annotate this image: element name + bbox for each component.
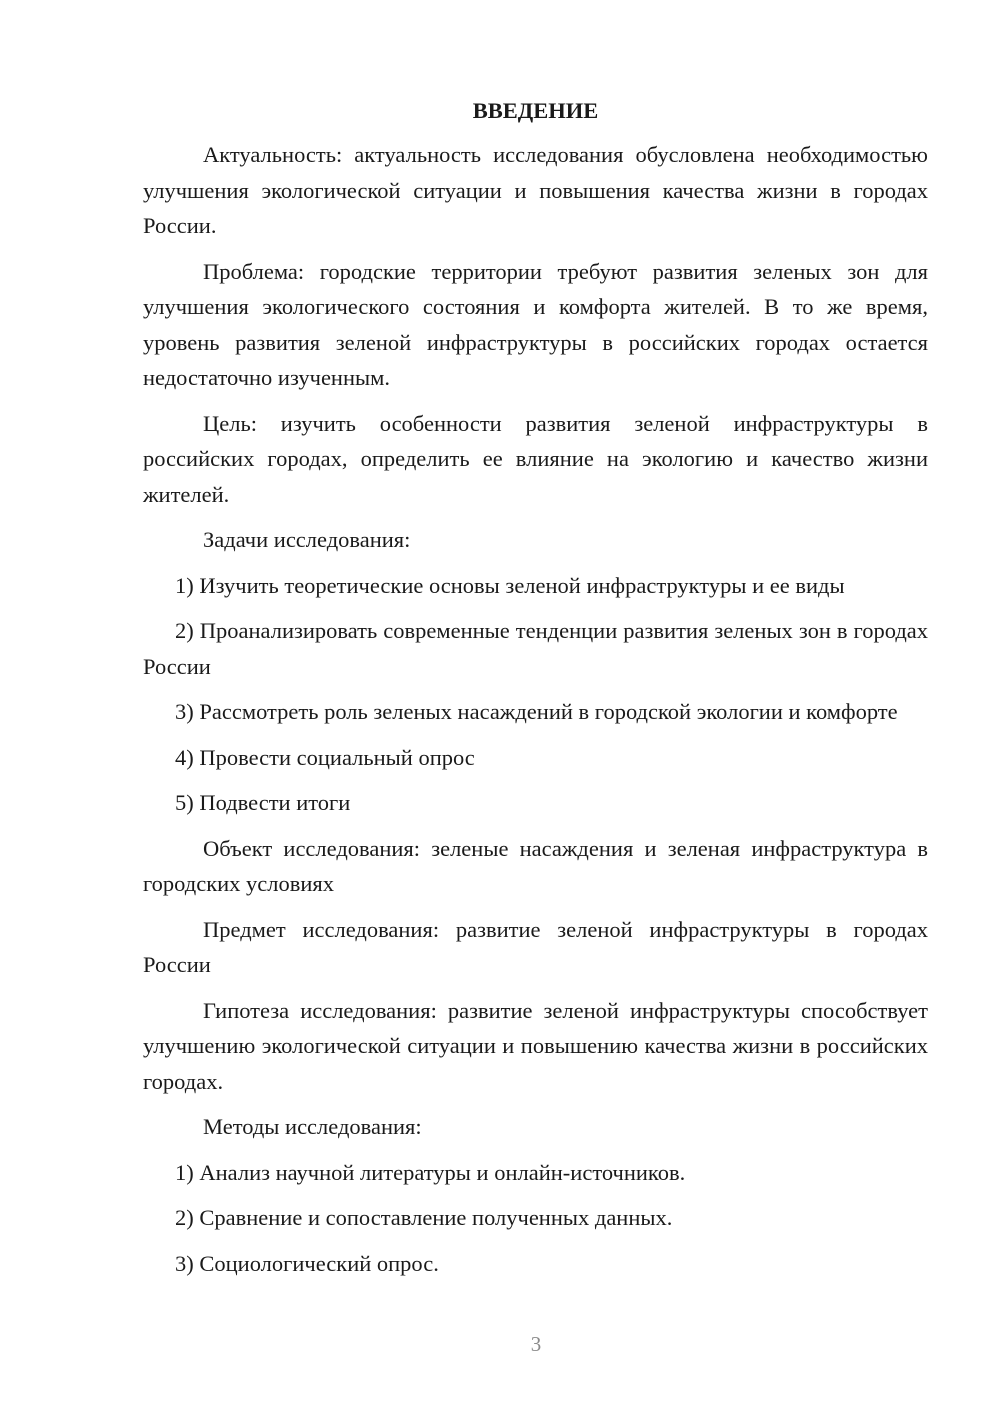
goal-paragraph: Цель: изучить особенности развития зеленой инфраструктуры в российских городах, определить ее влияние на экологию и качество жизни жителей. bbox=[143, 410, 928, 507]
task-item-4: 4) Провести социальный опрос bbox=[175, 744, 475, 770]
subject-paragraph: Предмет исследования: развитие зеленой инфраструктуры в городах России bbox=[143, 916, 928, 977]
section-title: ВВЕДЕНИЕ bbox=[472, 98, 599, 123]
tasks-heading: Задачи исследования: bbox=[203, 527, 411, 552]
hypothesis-paragraph: Гипотеза исследования: развитие зеленой инфраструктуры способствует улучшению экологической ситуации и повышению качества жизни в российских городах. bbox=[143, 997, 928, 1094]
task-item-1: 1) Изучить теоретические основы зеленой инфраструктуры и ее виды bbox=[175, 572, 845, 598]
method-item-2: 2) Сравнение и сопоставление полученных данных. bbox=[175, 1205, 673, 1230]
task-item-5: 5) Подвести итоги bbox=[175, 790, 351, 815]
methods-heading: Методы исследования: bbox=[203, 1114, 422, 1139]
method-item-1: 1) Анализ научной литературы и онлайн-источников. bbox=[175, 1159, 686, 1185]
page-number: 3 bbox=[530, 1332, 542, 1356]
object-paragraph: Объект исследования: зеленые насаждения и зеленая инфраструктура в городских условиях bbox=[143, 835, 928, 896]
task-item-3: 3) Рассмотреть роль зеленых насаждений в городской экологии и комфорте bbox=[175, 699, 898, 724]
task-item-2: 2) Проанализировать современные тенденции развития зеленых зон в городах России bbox=[143, 618, 928, 679]
method-item-3: 3) Социологический опрос. bbox=[175, 1250, 439, 1276]
page-content bbox=[143, 94, 928, 1281]
relevance-paragraph: Актуальность: актуальность исследования обусловлена необходимостью улучшения экологической ситуации и повышения качества жизни в городах России. bbox=[143, 142, 928, 238]
problem-paragraph: Проблема: городские территории требуют развития зеленых зон для улучшения экологического состояния и комфорта жителей. В то же время, уровень развития зеленой инфраструктуры в российских городах остается недостаточно изученным. bbox=[143, 258, 928, 390]
